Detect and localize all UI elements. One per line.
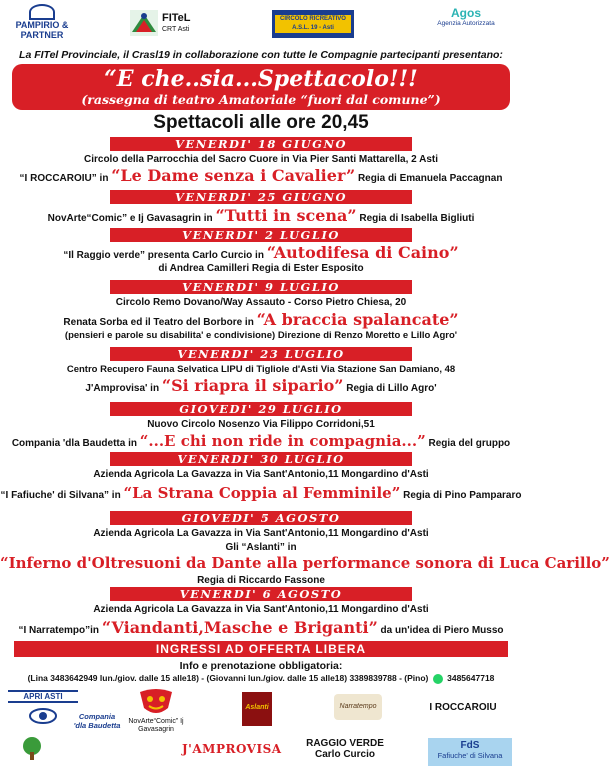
event-venue: Azienda Agricola La Gavazza in Via Sant'Antonio,11 Mongardino d'Asti [93, 604, 429, 615]
event-company: Gli “Aslanti” in [225, 542, 297, 553]
info-title: Info e prenotazione obbligatoria: [179, 660, 343, 672]
event-venue: Circolo della Parrocchia del Sacro Cuore in Via Pier Santi Mattarella, 2 Asti [83, 154, 438, 165]
fds-logo [428, 738, 512, 766]
ingressi-banner: INGRESSI AD OFFERTA LIBERA [14, 641, 508, 657]
date-band: VENERDI' 6 AGOSTO [110, 587, 412, 601]
date-band: GIOVEDI' 5 AGOSTO [110, 511, 412, 525]
show-time: Spettacoli alle ore 20,45 [153, 112, 369, 133]
roccaroiu-logo [418, 702, 508, 713]
fitel-logo [130, 10, 202, 38]
narratempo-text: Narratempo [339, 703, 377, 710]
event-show: “Autodifesa di Caino” [266, 243, 459, 262]
event-direction: Regia di Riccardo Fassone [197, 575, 325, 586]
fitel-sub: CRT Asti [162, 26, 190, 33]
raggio-sub: Carlo Curcio [314, 749, 375, 760]
date-band: VENERDI' 25 GIUGNO [110, 190, 412, 204]
raggio-text: RAGGIO VERDE [306, 738, 384, 749]
event-venue: Azienda Agricola La Gavazza in Via Sant'Antonio,11 Mongardino d'Asti [93, 528, 429, 539]
event-direction: Regia di Pino Pampararo [403, 490, 522, 501]
event-venue: Nuovo Circolo Nosenzo Via Filippo Corridoni,51 [147, 419, 375, 430]
event-company: “Il Raggio verde” presenta Carlo Curcio in [63, 250, 264, 261]
event-line [0, 432, 522, 453]
event-show: “Viandanti,Masche e Briganti” [101, 618, 378, 637]
event-line [0, 618, 522, 641]
event-line [0, 554, 610, 575]
event-show: “La Strana Coppia al Femminile” [123, 484, 401, 502]
novarte-text: NovArte“Comic” Ij Gavasagrin [128, 718, 184, 733]
event-line [0, 207, 522, 228]
aslanti-logo [242, 692, 272, 726]
event-direction: Regia del gruppo [428, 438, 511, 449]
date-band: VENERDI' 9 LUGLIO [110, 280, 412, 294]
apri-logo [8, 690, 78, 725]
pampirio-logo [10, 4, 74, 44]
intro-text: La FITel Provinciale, il Crasl19 in collaborazione con tutte le Compagnie partecipanti presentano: [19, 49, 503, 61]
tree-icon [17, 736, 47, 760]
event-line [0, 311, 522, 332]
event-show: “...E chi non ride in compagnia...” [139, 432, 426, 450]
event-line [0, 377, 522, 398]
event-venue: Centro Recupero Fauna Selvatica LIPU di Tigliole d'Asti Via Stazione San Damiano, 48 [66, 364, 456, 375]
event-direction: Regia di Emanuela Paccagnan [357, 173, 503, 184]
compania-text: Compania 'dla Baudetta [73, 712, 121, 730]
event-extra: di Andrea Camilleri Regia di Ester Esposito [158, 263, 364, 274]
event-venue: Circolo Remo Dovano/Way Assauto - Corso Pietro Chiesa, 20 [115, 297, 407, 308]
sub-title: (rassegna di teatro Amatoriale “fuori dal comune”) [81, 92, 441, 107]
event-company: J'Amprovisa' in [85, 383, 160, 394]
fitel-text: FITeL [162, 12, 191, 24]
apri-text: APRI ASTI [8, 690, 78, 703]
narratempo-logo [334, 694, 382, 720]
mask-icon [138, 688, 174, 716]
event-company: NovArte“Comic” e Ij Gavasagrin in [47, 213, 213, 224]
event-company: “I ROCCAROIU” in [19, 173, 109, 184]
main-title: “E che..sia...Spettacolo!!! [104, 66, 418, 92]
event-show: “Si riapra il sipario” [161, 376, 344, 395]
event-direction: Regia di Lillo Agro' [346, 383, 437, 394]
roccaroiu-text: I ROCCAROIU [429, 702, 497, 713]
event-show: “Le Dame senza i Cavalier” [111, 166, 356, 185]
event-venue: Azienda Agricola La Gavazza in Via Sant'Antonio,11 Mongardino d'Asti [93, 469, 429, 480]
compania-logo [72, 712, 122, 730]
title-banner [12, 64, 510, 110]
event-direction: da un'idea di Piero Musso [380, 625, 504, 636]
date-band: VENERDI' 23 LUGLIO [110, 347, 412, 361]
jamprovisa-text: J'AMPROVISA [182, 742, 282, 756]
event-show: “Tutti in scena” [215, 206, 357, 225]
fds-text: FdS [460, 740, 480, 751]
raggio-logo [290, 738, 400, 760]
crown-icon [29, 4, 55, 20]
event-direction: Regia di Isabella Bigliuti [359, 213, 475, 224]
header-logos [0, 0, 522, 48]
jamprovisa-logo [182, 742, 282, 756]
event-show: “Inferno d'Oltresuoni da Dante alla performance sonora di Luca Carillo” [0, 554, 610, 572]
event-show: “A braccia spalancate” [256, 310, 459, 329]
aslanti-text: Aslanti [245, 704, 269, 711]
date-band: VENERDI' 30 LUGLIO [110, 452, 412, 466]
contacts-text: (Lina 3483642949 lun./giov. dalle 15 alle18) - (Giovanni lun./giov. dalle 15 alle18) 3389839788 - (Pino) [27, 673, 429, 683]
event-extra: (pensieri e parole su disabilita' e condivisione) Direzione di Renzo Moretto e Lillo Agro' [64, 330, 458, 341]
eye-icon [29, 707, 57, 725]
event-company: “I Narratempo”in [18, 625, 100, 636]
agos-title: Agos [451, 6, 481, 20]
event-company: “I Fafiuche' di Silvana” in [0, 490, 121, 501]
tree-logo [12, 736, 52, 762]
event-line [0, 244, 522, 265]
whatsapp-number: 3485647718 [447, 673, 495, 683]
event-line [0, 484, 522, 505]
pampirio-text: PAMPIRIO & PARTNER [15, 20, 69, 40]
novarte-logo [120, 688, 192, 734]
fds-sub: Fafiuche' di Silvana [437, 751, 503, 760]
date-band: VENERDI' 18 GIUGNO [110, 137, 412, 151]
date-band: VENERDI' 2 LUGLIO [110, 228, 412, 242]
agos-sub: Agenzia Autorizzata [437, 20, 495, 27]
info-contacts [0, 673, 522, 684]
fitel-mark-icon [130, 10, 158, 36]
event-line [0, 167, 522, 188]
agos-logo [420, 6, 512, 44]
circolo-logo [272, 10, 354, 38]
date-band: GIOVEDI' 29 LUGLIO [110, 402, 412, 416]
whatsapp-icon [433, 674, 443, 684]
event-company: Renata Sorba ed il Teatro del Borbore in [63, 317, 254, 328]
event-company: Compania 'dla Baudetta in [11, 438, 137, 449]
circolo-text: CIRCOLO RICREATIVO A.S.L. 19 - Asti [275, 15, 351, 33]
